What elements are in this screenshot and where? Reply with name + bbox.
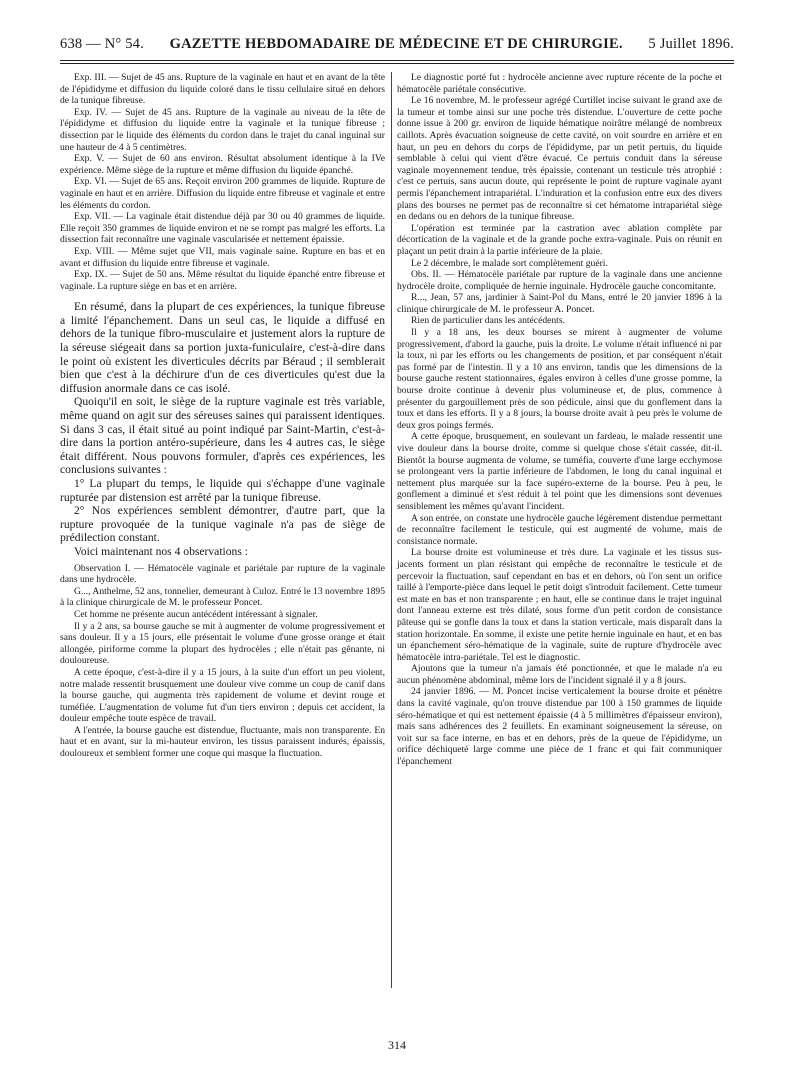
page [60, 36, 734, 1052]
observation-1-para-1: Cet homme ne présente aucun antécédent intéressant à signaler. [74, 608, 318, 620]
conclusion-2: 2° Nos expériences semblent démontrer, d'autre part, que la rupture provoquée de la tunique vaginale n'a pas de siège de prédilection constant. [60, 504, 385, 545]
antecedents-paragraph: Rien de particulier dans les antécédents. [411, 315, 565, 327]
discussion-paragraph: Quoiqu'il en soit, le siège de la rupture vaginale est très variable, même quand on agit sur des séreuses saines qui paraissent identiques. Si dans 3 cas, il était situé au point indiqué par Saint-Martin, c'est-à-dire dans la portion antéro-supérieure, dans les 4 autres cas, le siège était différent. Nous pouvons formuler, d'après ces expériences, les conclusions suivantes : [60, 395, 385, 477]
header-rule [60, 60, 734, 61]
experiment-7: Exp. VII. — La vaginale était distendue déjà par 30 ou 40 grammes de liquide. Elle reçoit 350 grammes de liquide environ et ne se rompt pas malgré les efforts. La dissection fait reconnaître une vaginale vascularisée et nettement épaissie. [60, 211, 385, 246]
left-column [60, 72, 385, 768]
observation-2-title: Obs. II. — Hématocèle pariétale par rupture de la vaginale dans une ancienne hydrocèle droite, compliquée de hernie inguinale. Hydrocèle gauche concomitante. [397, 269, 722, 292]
header-rule-thin [60, 63, 734, 64]
page-issue: 638 — N° 54. [60, 36, 144, 52]
diagnosis-paragraph: Le diagnostic porté fut : hydrocèle ancienne avec rupture récente de la poche et hématocèle pariétale consécutive. [397, 72, 722, 95]
experiment-9: Exp. IX. — Sujet de 50 ans. Même résultat du liquide épanché entre fibreuse et vaginale. La rupture siège en bas et en arrière. [60, 269, 385, 292]
examination-paragraph: La bourse droite est volumineuse et très dure. La vaginale et les tissus sus-jacents forment un plan résistant qui empêche de reconnaître le testicule et de percevoir la fluctuation, sauf cependant en bas et en dehors, où l'on sent un orifice taillé à l'emporte-pièce dans lequel le petit doigt s'introduit facilement. Cette tumeur est mate en bas et non transparente ; en haut, elle se continue dans le trajet inguinal dont l'anneau externe est très dilaté, sous forme d'un petit cordon de consistance pâteuse qui se gonfle dans la toux et dans la station verticale, mais disparaît dans la station horizontale. En somme, il existe une petite hernie inguinale en haut, et en bas un épanchement séro-hématique de la vaginale, suite de rupture d'hydrocèle avec hématocèle intra-pariétale. Tel est le diagnostic. [397, 547, 722, 663]
observation-2-intro: R..., Jean, 57 ans, jardinier à Saint-Pol du Mans, entré le 20 janvier 1896 à la clinique chirurgicale de M. le professeur A. Poncet. [397, 292, 722, 315]
issue-date: 5 Juillet 1896. [648, 36, 734, 52]
admission-paragraph: A son entrée, on constate une hydrocèle gauche légèrement distendue permettant de reconnaître facilement le testicule, qui est augmenté de volume, mais de consistance normale. [397, 512, 722, 547]
surgery-paragraph: 24 janvier 1896. — M. Poncet incise verticalement la bourse droite et pénètre dans la cavité vaginale, qu'on trouve distendue par 100 à 150 grammes de liquide séro-hématique et qui est nettement épaissie (4 à 5 millimètres d'épaisseur environ), mais sans adhérences des 2 feuillets. En examinant soigneusement la séreuse, on voit sur sa face interne, en bas et en dehors, près de la queue de l'épididyme, un orifice déchiqueté large comme une pièce de 1 franc et qui fait communiquer l'épanchement [397, 686, 722, 768]
page-number: 314 [388, 1038, 406, 1052]
experiment-4: Exp. IV. — Sujet de 45 ans. Rupture de la vaginale au niveau de la tête de l'épididyme et diffusion du liquide entre la vaginale et la tunique fibreuse ; dissection par le liquide des éléments du cordon dans le trajet du canal inguinal sur une hauteur de 4 à 5 centimètres. [60, 106, 385, 153]
history-paragraph: Il y a 18 ans, les deux bourses se mirent à augmenter de volume progressivement, d'abord la gauche, puis la droite. Le volume n'était influencé ni par la toux, ni par les efforts ou les changements de position, et par conséquent n'était pas formé par de l'intestin. Il y a 10 ans environ, tandis que les dimensions de la bourse gauche restent stationnaires, égales environ à celles d'une grosse pomme, la bourse droite continue à devenir plus volumineuse et, de plus, commence à présenter du gargouillement près de son pédicule, ainsi que du gonflement dans la toux et dans les efforts. Il y a 8 jours, la bourse droite avait à peu près le volume de deux gros poings fermés. [397, 327, 722, 431]
column-divider [391, 72, 392, 988]
operation-paragraph: Le 16 novembre, M. le professeur agrégé Curtillet incise suivant le grand axe de la tumeur et tombe ainsi sur une poche très distendue. L'ouverture de cette poche donne issue à 200 gr. environ de liquide hématique noirâtre mélangé de nombreux caillots. Après évacuation soigneuse de cette cavité, on voit sourdre en arrière et en haut, un peu en dehors du corps de l'épididyme, par un petit pertuis, du liquide semblable à celui qui vient d'être évacué. Ce pertuis conduit dans la séreuse vaginale moyennement tendue, très épaissie, contenant un testicule très atrophié : c'est ce pertuis, sans aucun doute, qui représente le point de rupture vaginale ayant permis l'épanchement intrapariétal. L'induration et la confusion entre eux des divers plans des bourses ne permet pas de reconnaître si cet hématome intrapariétal siège en dedans ou en dehors de la tunique fibreuse. [397, 95, 722, 223]
observation-1-intro: G..., Anthelme, 52 ans, tonnelier, demeurant à Culoz. Entré le 13 novembre 1895 à la clinique chirurgicale de M. le professeur Poncet. [60, 585, 385, 609]
discharge-paragraph: Le 2 décembre, le malade sort complètement guéri. [411, 257, 608, 269]
experiment-8: Exp. VIII. — Même sujet que VII, mais vaginale saine. Rupture en bas et en avant et diffusion du liquide entre fibreuse et vaginale. [60, 245, 385, 269]
text-columns [60, 72, 734, 768]
running-header [60, 36, 734, 53]
additional-paragraph: Ajoutons que la tumeur n'a jamais été ponctionnée, et que le malade n'a eu aucun phénomène abdominal, même lors de l'incident signalé il y a 8 jours. [397, 663, 722, 686]
right-column [397, 72, 722, 768]
experiment-5: Exp. V. — Sujet de 60 ans environ. Résultat absolument identique à la IVe expérience. Même siège de la rupture et même diffusion du liquide épanché. [60, 153, 385, 176]
summary-paragraph: En résumé, dans la plupart de ces expériences, la tunique fibreuse a limité l'épanchement. Dans un seul cas, le liquide a diffusé en dehors de la tunique fibro-musculaire et justement alors la rupture de la séreuse siégeait dans sa portion juxta-funiculaire, c'est-à-dire dans le point où existent les diverticules décrits par Béraud ; il semblerait bien que c'est à la déchirure d'un de ces diverticules qu'est due la diffusion anormale dans ce cas isolé. [60, 300, 385, 395]
observation-1-para-3: A cette époque, c'est-à-dire il y a 15 jours, à la suite d'un effort un peu violent, notre malade ressentit brusquement une douleur vive comme un coup de canif dans la bourse gauche, qui augmenta très rapidement de volume et devint rouge et tuméfiée. L'augmentation de volume fut d'un tiers environ ; depuis cet accident, la douleur empêche toute espèce de travail. [60, 666, 385, 725]
castration-paragraph: L'opération est terminée par la castration avec ablation complète par décortication de la vaginale et de la grande poche extra-vaginale. Puis on réunit en plaçant un petit drain à la partie inférieure de la plaie. [397, 222, 722, 257]
experiment-3: Exp. III. — Sujet de 45 ans. Rupture de la vaginale en haut et en avant de la tête de l'épididyme et diffusion du liquide coloré dans le tissu cellulaire situé en dehors de la tunique fibreuse. [60, 72, 385, 107]
journal-title: GAZETTE HEBDOMADAIRE DE MÉDECINE ET DE CHIRURGIE. [169, 36, 623, 52]
conclusion-1: 1° La plupart du temps, le liquide qui s'échappe d'une vaginale rupturée par distension est arrêté par la tunique fibreuse. [60, 477, 385, 504]
experiment-6: Exp. VI. — Sujet de 65 ans. Reçoit environ 200 grammes de liquide. Rupture de vaginale en haut et en arrière. Diffusion du liquide entre fibreuse et vaginale et entre les éléments du cordon. [60, 176, 385, 211]
observation-1-para-2: Il y a 2 ans, sa bourse gauche se mit à augmenter de volume progressivement et sans douleur. Il y a 15 jours, elle présentait le volume d'une grosse orange et était allongée, piriforme comme la plupart des hydrocèles ; elle n'était pas gênante, ni douloureuse. [60, 620, 385, 667]
observation-1-para-4: A l'entrée, la bourse gauche est distendue, fluctuante, mais non transparente. En haut et en avant, sur la mi-hauteur environ, les tissus paraissent indurés, épaissis, douloureux et semblent former une coque qui masque la fluctuation. [60, 724, 385, 760]
incident-paragraph: A cette époque, brusquement, en soulevant un fardeau, le malade ressentit une vive douleur dans la bourse droite, comme si quelque chose s'était cassée, dit-il. Bientôt la bourse augmenta de volume, se tuméfia, couverte d'une large ecchymose se prolongeant vers la partie inférieure de l'abdomen, le long du canal inguinal et nettement plus marquée sur la face supéro-externe de la bourse. Peu à peu, le gonflement a diminué et s'est réduit à tel point que les dimensions sont devenues sensiblement les mêmes qu'avant l'incident. [397, 431, 722, 512]
observation-1-title: Observation I. — Hématocèle vaginale et pariétale par rupture de la vaginale dans une hydrocèle. [60, 562, 385, 586]
observations-intro: Voici maintenant nos 4 observations : [74, 544, 248, 558]
